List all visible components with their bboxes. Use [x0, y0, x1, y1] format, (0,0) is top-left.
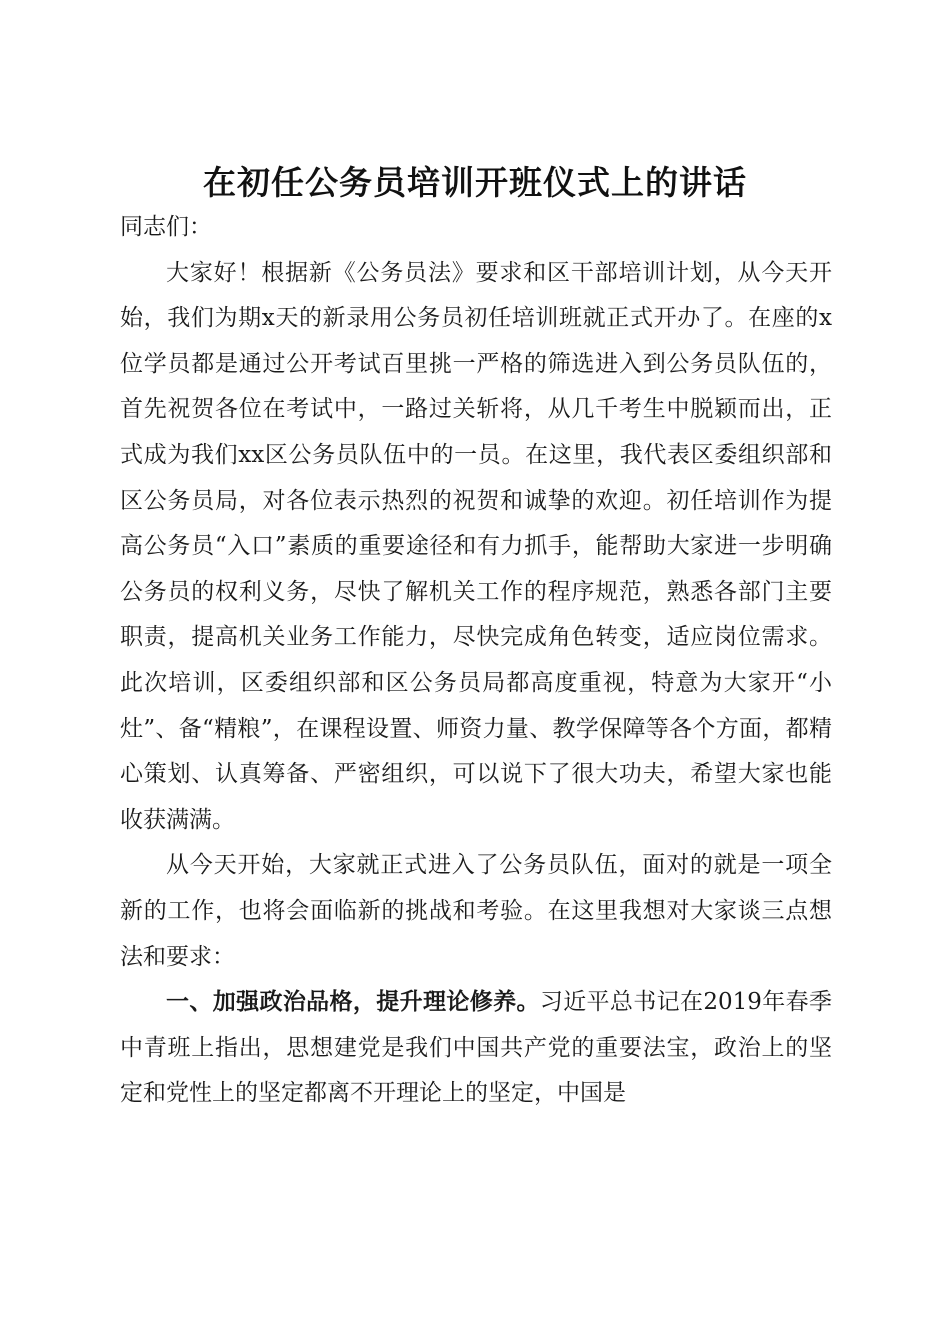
section-one-text: 习近平总书记在2019年春季中青班上指出，思想建党是我们中国共产党的重要法宝，政治上的坚定和党性上的坚定都离不开理论上的坚定，中国是: [120, 989, 832, 1107]
paragraph-opening: 大家好！根据新《公务员法》要求和区干部培训计划，从今天开始，我们为期x天的新录用公务员初任培训班就正式开办了。在座的x位学员都是通过公开考试百里挑一严格的筛选进入到公务员队伍的，首先祝贺各位在考试中，一路过关斩将，从几千考生中脱颖而出，正式成为我们xx区公务员队伍中的一员。在这里，我代表区委组织部和区公务员局，对各位表示热烈的祝贺和诚挚的欢迎。初任培训作为提高公务员“入口”素质的重要途径和有力抓手，能帮助大家进一步明确公务员的权利义务，尽快了解机关工作的程序规范，熟悉各部门主要职责，提高机关业务工作能力，尽快完成角色转变，适应岗位需求。此次培训，区委组织部和区公务员局都高度重视，特意为大家开“小灶”、备“精粮”，在课程设置、师资力量、教学保障等各个方面，都精心策划、认真筹备、严密组织，可以说下了很大功夫，希望大家也能收获满满。: [120, 259, 832, 833]
paragraph-intro-requirements: 从今天开始，大家就正式进入了公务员队伍，面对的就是一项全新的工作，也将会面临新的挑战和考验。在这里我想对大家谈三点想法和要求：: [120, 852, 832, 970]
document-body: [120, 205, 832, 1117]
document-title: 在初任公务员培训开班仪式上的讲话: [203, 163, 747, 203]
section-one-heading: 一、加强政治品格，提升理论修养。: [166, 989, 540, 1016]
section-one-paragraph: [120, 980, 832, 1117]
salutation: 同志们：: [120, 214, 212, 240]
